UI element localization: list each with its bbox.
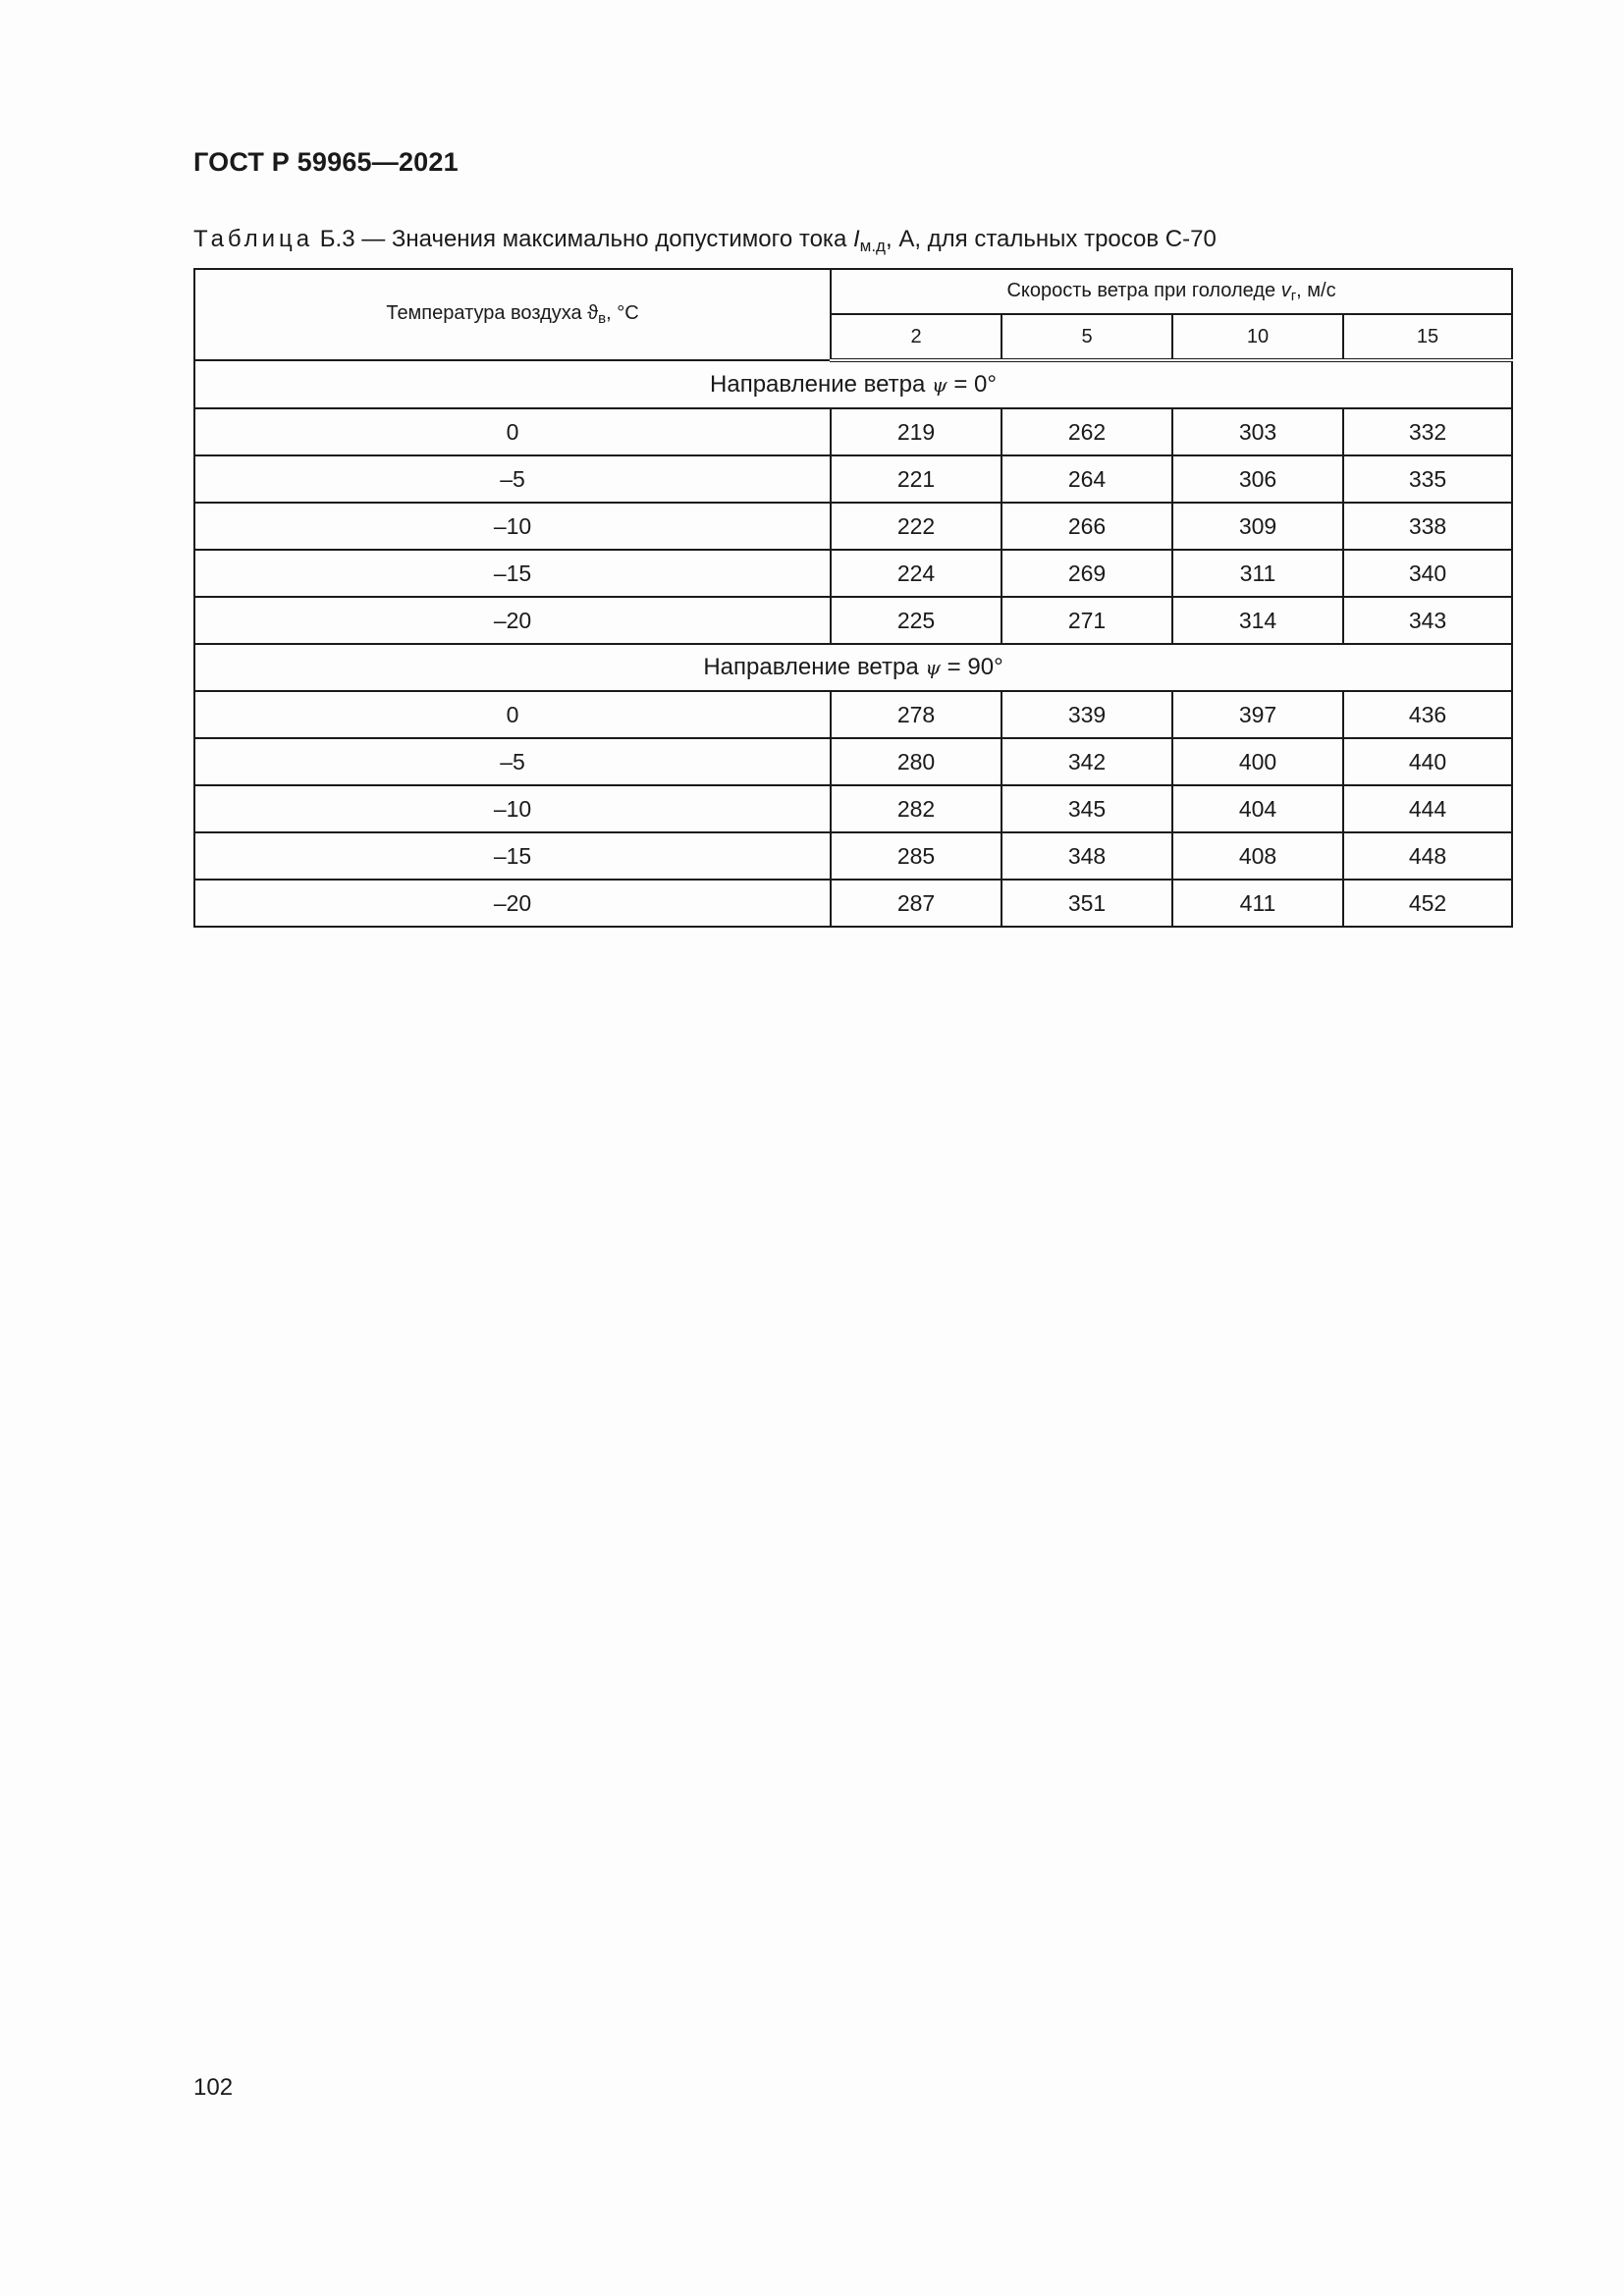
current-value-cell: 452: [1343, 880, 1512, 927]
current-value-cell: 397: [1172, 691, 1343, 738]
table-row: [194, 550, 1512, 597]
table-row: [194, 832, 1512, 880]
current-value-cell: 332: [1343, 408, 1512, 455]
table-caption: [193, 226, 1217, 256]
temperature-cell: –10: [194, 503, 831, 550]
temperature-cell: –20: [194, 597, 831, 644]
current-value-cell: 225: [831, 597, 1001, 644]
current-value-cell: 303: [1172, 408, 1343, 455]
current-value-cell: 266: [1001, 503, 1172, 550]
temperature-cell: 0: [194, 408, 831, 455]
temperature-cell: –20: [194, 880, 831, 927]
speed-header-cell: 15: [1343, 314, 1512, 360]
current-value-cell: 404: [1172, 785, 1343, 832]
current-value-cell: 309: [1172, 503, 1343, 550]
current-value-cell: 311: [1172, 550, 1343, 597]
current-value-cell: 264: [1001, 455, 1172, 503]
caption-word: Таблица: [193, 226, 314, 252]
current-value-cell: 408: [1172, 832, 1343, 880]
caption-text-after: , А, для стальных тросов С-70: [885, 226, 1217, 252]
temperature-cell: –5: [194, 738, 831, 785]
current-value-cell: 411: [1172, 880, 1343, 927]
current-value-cell: 444: [1343, 785, 1512, 832]
current-value-cell: 306: [1172, 455, 1343, 503]
current-value-cell: 448: [1343, 832, 1512, 880]
current-value-cell: 400: [1172, 738, 1343, 785]
current-value-cell: 287: [831, 880, 1001, 927]
current-value-cell: 222: [831, 503, 1001, 550]
psi-symbol: ψ: [932, 373, 947, 397]
speed-header-cell: 2: [831, 314, 1001, 360]
current-value-cell: 224: [831, 550, 1001, 597]
document-code: ГОСТ Р 59965—2021: [193, 147, 459, 177]
current-value-cell: 345: [1001, 785, 1172, 832]
temperature-header: Температура воздуха $ϑ_в$, °С: [194, 269, 831, 360]
current-value-cell: 351: [1001, 880, 1172, 927]
current-value-cell: 343: [1343, 597, 1512, 644]
temperature-cell: –15: [194, 832, 831, 880]
current-value-cell: 278: [831, 691, 1001, 738]
table-row: [194, 880, 1512, 927]
speed-header-cell: 5: [1001, 314, 1172, 360]
wind-direction-label: Направление ветра ψ = 0°: [194, 360, 1512, 408]
current-value-cell: 436: [1343, 691, 1512, 738]
temperature-cell: 0: [194, 691, 831, 738]
current-value-cell: 221: [831, 455, 1001, 503]
current-value-cell: 271: [1001, 597, 1172, 644]
temperature-cell: –5: [194, 455, 831, 503]
table-row: [194, 503, 1512, 550]
current-value-cell: 285: [831, 832, 1001, 880]
table-row: [194, 738, 1512, 785]
current-value-cell: 340: [1343, 550, 1512, 597]
current-value-cell: 262: [1001, 408, 1172, 455]
table-row: [194, 597, 1512, 644]
current-value-cell: 338: [1343, 503, 1512, 550]
speed-header-cell: 10: [1172, 314, 1343, 360]
caption-symbol: I: [852, 226, 860, 252]
group-header-row: [194, 644, 1512, 691]
caption-symbol-sub: м.д: [859, 237, 886, 255]
table-row: [194, 691, 1512, 738]
group-header-row: [194, 360, 1512, 408]
current-value-cell: 282: [831, 785, 1001, 832]
table-row: [194, 408, 1512, 455]
page-number: 102: [193, 2074, 234, 2101]
table-row: [194, 785, 1512, 832]
current-value-cell: 219: [831, 408, 1001, 455]
wind-direction-label: Направление ветра ψ = 90°: [194, 644, 1512, 691]
temperature-cell: –10: [194, 785, 831, 832]
temperature-cell: –15: [194, 550, 831, 597]
caption-number: Б.3: [319, 226, 355, 252]
current-value-cell: 440: [1343, 738, 1512, 785]
current-value-cell: 348: [1001, 832, 1172, 880]
current-value-cell: 335: [1343, 455, 1512, 503]
header-row-top: [194, 269, 1512, 314]
psi-symbol: ψ: [925, 656, 942, 679]
wind-speed-header: Скорость ветра при гололеде $v_г$, м/с: [831, 269, 1512, 314]
current-value-cell: 314: [1172, 597, 1343, 644]
current-table: [193, 268, 1513, 928]
current-value-cell: 339: [1001, 691, 1172, 738]
table-row: [194, 455, 1512, 503]
current-value-cell: 280: [831, 738, 1001, 785]
current-value-cell: 342: [1001, 738, 1172, 785]
current-value-cell: 269: [1001, 550, 1172, 597]
caption-text-before: — Значения максимально допустимого тока: [354, 226, 853, 252]
